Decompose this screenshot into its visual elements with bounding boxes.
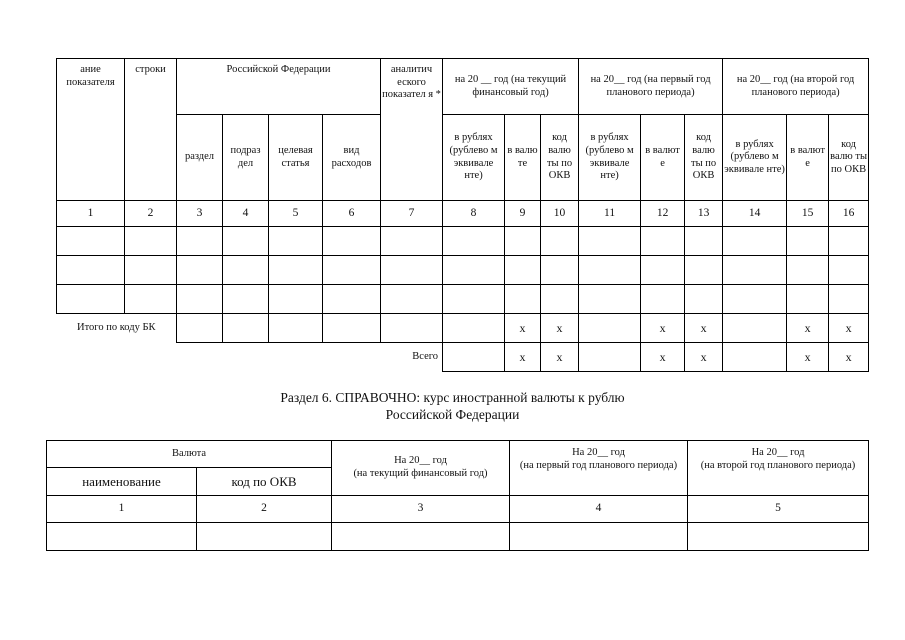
table-cell[interactable]	[177, 227, 223, 256]
table-cell[interactable]	[381, 285, 443, 314]
table-cell[interactable]	[685, 227, 723, 256]
table-cell[interactable]	[443, 227, 505, 256]
table-cell[interactable]	[269, 256, 323, 285]
table-cell[interactable]	[323, 314, 381, 343]
table-cell[interactable]	[443, 343, 505, 372]
section-title-line2: Российской Федерации	[385, 406, 520, 422]
table-cell[interactable]	[688, 523, 869, 551]
table-cell[interactable]	[829, 256, 869, 285]
x-mark: x	[505, 314, 541, 343]
header-budget-classification: Российской Федерации	[177, 59, 381, 115]
column-number: 2	[125, 201, 177, 227]
table-cell[interactable]	[787, 285, 829, 314]
table-cell[interactable]	[57, 285, 125, 314]
header-rub-first: в рублях (рублево м эквивале нте)	[579, 115, 641, 201]
column-number: 11	[579, 201, 641, 227]
table-cell[interactable]	[541, 256, 579, 285]
table-cell[interactable]	[47, 523, 197, 551]
table-cell[interactable]	[829, 285, 869, 314]
column-number: 5	[688, 496, 869, 523]
exchange-rate-table	[46, 440, 869, 551]
header-year-current-title: На 20__ год	[394, 455, 447, 467]
table-cell[interactable]	[685, 285, 723, 314]
header-currency-first: в валют е	[641, 115, 685, 201]
header-currency-code: код по ОКВ	[197, 468, 332, 496]
table-cell[interactable]	[197, 523, 332, 551]
table-row	[57, 227, 869, 256]
header-year-first	[510, 441, 688, 496]
table-cell[interactable]	[541, 227, 579, 256]
header-period-second: на 20__ год (на второй год планового периода)	[723, 59, 869, 115]
table-cell[interactable]	[323, 285, 381, 314]
grand-total-row	[57, 343, 869, 372]
table-cell[interactable]	[443, 314, 505, 343]
x-mark: x	[829, 343, 869, 372]
header-year-first-sub: (на первый год планового периода)	[519, 459, 678, 471]
table-cell[interactable]	[269, 285, 323, 314]
header-row-code: строки	[125, 59, 177, 201]
table-cell[interactable]	[177, 256, 223, 285]
x-mark: x	[685, 343, 723, 372]
header-year-second	[688, 441, 869, 496]
table-cell[interactable]	[723, 227, 787, 256]
column-number: 15	[787, 201, 829, 227]
header-okv-first: код валю ты по ОКВ	[685, 115, 723, 201]
table-cell[interactable]	[443, 256, 505, 285]
table-cell[interactable]	[381, 256, 443, 285]
column-number: 4	[223, 201, 269, 227]
table-cell[interactable]	[269, 227, 323, 256]
table-cell[interactable]	[505, 256, 541, 285]
column-number: 3	[332, 496, 510, 523]
header-expense-type: вид расходов	[323, 115, 381, 201]
table-cell[interactable]	[332, 523, 510, 551]
column-number: 3	[177, 201, 223, 227]
table-row	[57, 256, 869, 285]
table-cell[interactable]	[579, 314, 641, 343]
header-okv-second: код валю ты по ОКВ	[829, 115, 869, 201]
table-cell[interactable]	[641, 227, 685, 256]
table-cell[interactable]	[641, 285, 685, 314]
header-year-current	[332, 441, 510, 496]
table-cell[interactable]	[579, 256, 641, 285]
budget-table	[56, 58, 869, 372]
header-rub-second: в рублях (рублево м эквивале нте)	[723, 115, 787, 201]
x-mark: x	[829, 314, 869, 343]
table-cell[interactable]	[443, 285, 505, 314]
column-number: 12	[641, 201, 685, 227]
header-currency-current: в валю те	[505, 115, 541, 201]
table-cell[interactable]	[685, 256, 723, 285]
table-cell[interactable]	[829, 227, 869, 256]
section-title	[200, 390, 705, 424]
column-number: 13	[685, 201, 723, 227]
table-row	[47, 523, 869, 551]
column-number: 2	[197, 496, 332, 523]
column-number: 6	[323, 201, 381, 227]
column-number: 8	[443, 201, 505, 227]
table-cell[interactable]	[177, 314, 223, 343]
column-number: 1	[57, 201, 125, 227]
table-cell[interactable]	[723, 343, 787, 372]
table-cell[interactable]	[579, 285, 641, 314]
table-row	[57, 285, 869, 314]
x-mark: x	[787, 343, 829, 372]
header-year-second-title: На 20__ год	[751, 447, 805, 458]
table-cell[interactable]	[125, 256, 177, 285]
table-cell[interactable]	[323, 256, 381, 285]
table-cell[interactable]	[381, 314, 443, 343]
header-section: раздел	[177, 115, 223, 201]
grand-total-label: Всего	[412, 350, 439, 362]
x-mark: x	[787, 314, 829, 343]
column-number: 5	[269, 201, 323, 227]
table-cell[interactable]	[579, 343, 641, 372]
table-cell[interactable]	[579, 227, 641, 256]
table-cell[interactable]	[223, 227, 269, 256]
table-cell[interactable]	[223, 256, 269, 285]
x-mark: x	[685, 314, 723, 343]
table-cell[interactable]	[723, 285, 787, 314]
header-subsection: подраз дел	[223, 115, 269, 201]
column-number-row	[47, 496, 869, 523]
column-number: 9	[505, 201, 541, 227]
total-bk-label: Итого по коду БК	[77, 321, 156, 333]
column-number: 7	[381, 201, 443, 227]
header-indicator-name: ание показателя	[57, 59, 125, 201]
column-number: 10	[541, 201, 579, 227]
table-cell[interactable]	[787, 256, 829, 285]
table-cell[interactable]	[541, 285, 579, 314]
x-mark: x	[641, 343, 685, 372]
header-analytic-code: аналитич еского показател я *	[381, 59, 443, 201]
section-title-line1: Раздел 6. СПРАВОЧНО: курс иностранной валюты к рублю	[280, 390, 625, 405]
header-year-current-sub: (на текущий финансовый год)	[353, 468, 488, 479]
table-cell[interactable]	[505, 227, 541, 256]
table-cell[interactable]	[223, 314, 269, 343]
x-mark: x	[641, 314, 685, 343]
table-cell[interactable]	[323, 227, 381, 256]
table-cell[interactable]	[723, 314, 787, 343]
header-period-first: на 20__ год (на первый год планового периода)	[579, 59, 723, 115]
table-cell[interactable]	[787, 227, 829, 256]
column-number: 16	[829, 201, 869, 227]
header-currency: Валюта	[47, 441, 332, 468]
table-cell[interactable]	[381, 227, 443, 256]
table-cell[interactable]	[223, 285, 269, 314]
x-mark: x	[505, 343, 541, 372]
header-target-item: целевая статья	[269, 115, 323, 201]
header-year-second-sub: (на второй год планового периода)	[700, 459, 856, 471]
header-currency-name: наименование	[47, 468, 197, 496]
header-period-current: на 20 __ год (на текущий финансовый год)	[443, 59, 579, 115]
table-cell[interactable]	[641, 256, 685, 285]
table-cell[interactable]	[510, 523, 688, 551]
table-cell[interactable]	[125, 285, 177, 314]
table-cell[interactable]	[57, 227, 125, 256]
header-rub-current: в рублях (рублево м эквивале нте)	[443, 115, 505, 201]
table-cell[interactable]	[57, 256, 125, 285]
total-bk-row	[57, 314, 869, 343]
table-cell[interactable]	[723, 256, 787, 285]
table-cell[interactable]	[125, 227, 177, 256]
table-cell[interactable]	[177, 285, 223, 314]
header-currency-second: в валют е	[787, 115, 829, 201]
x-mark: x	[541, 314, 579, 343]
header-okv-current: код валю ты по ОКВ	[541, 115, 579, 201]
x-mark: x	[541, 343, 579, 372]
header-year-first-title: На 20__ год	[572, 447, 625, 458]
table-cell[interactable]	[269, 314, 323, 343]
column-number: 1	[47, 496, 197, 523]
column-number: 14	[723, 201, 787, 227]
table-cell[interactable]	[505, 285, 541, 314]
column-number: 4	[510, 496, 688, 523]
column-number-row	[57, 201, 869, 227]
